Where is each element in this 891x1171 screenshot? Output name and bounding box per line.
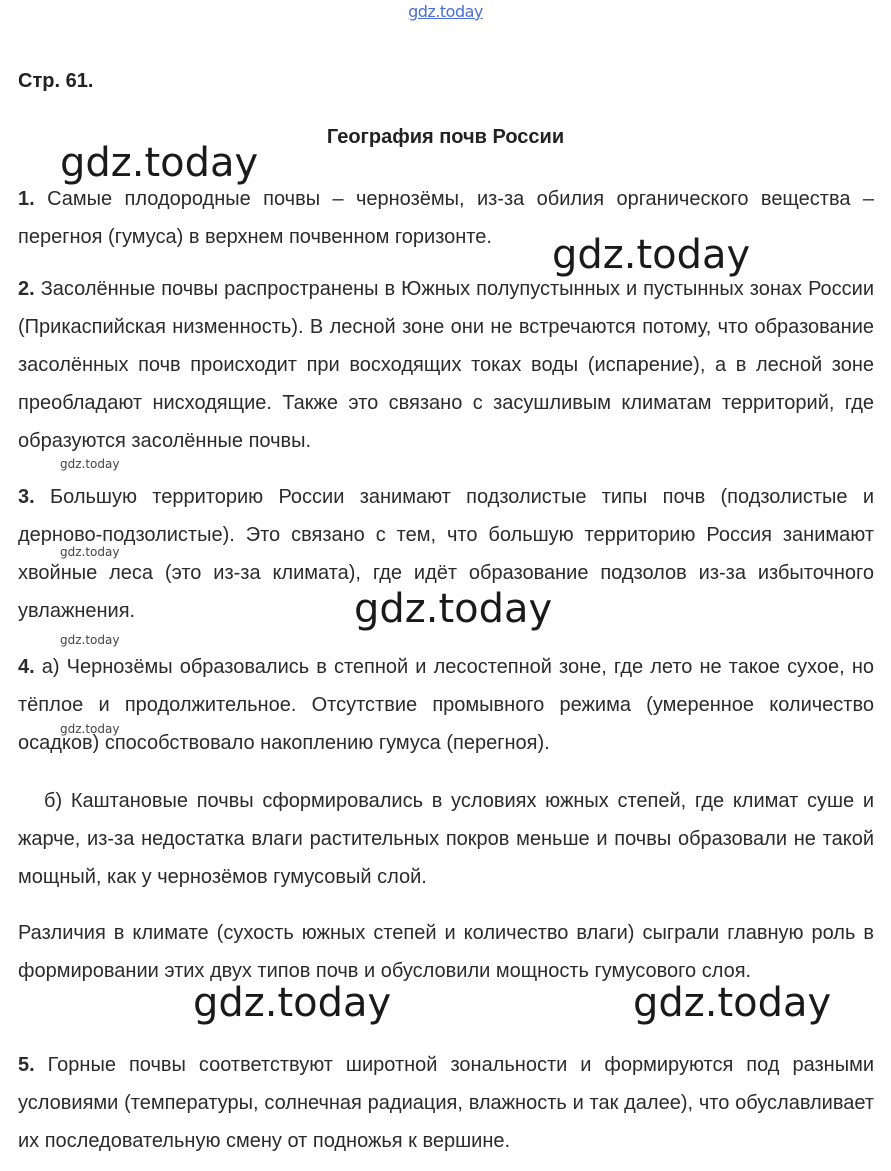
paragraph-number: 3. (18, 486, 35, 508)
watermark-small: gdz.today (60, 633, 120, 647)
watermark-large: gdz.today (354, 586, 553, 632)
paragraph-text: Самые плодородные почвы – чернозёмы, из-за обилия органического вещества – перегноя (гумуса) в верхнем почвенном горизонте. (18, 188, 874, 248)
paragraph-text: Горные почвы соответствуют широтной зональности и формируются под разными условиями (температуры, солнечная радиация, влажность и так далее), что обуславливает их последовательную смену от подножья к вершине. (18, 1054, 874, 1152)
paragraph-text: Различия в климате (сухость южных степей и количество влаги) сыграли главную роль в формировании этих двух типов почв и обусловили мощность гумусового слоя. (18, 922, 874, 982)
watermark-large: gdz.today (193, 980, 392, 1026)
paragraph-conclusion (18, 914, 874, 990)
paragraph-4a (18, 648, 874, 762)
watermark-large: gdz.today (60, 140, 259, 186)
paragraph-4b (18, 782, 874, 896)
document-title: География почв России (326, 126, 565, 148)
paragraph-text: Большую территорию России занимают подзолистые типы почв (подзолистые и дерново-подзолистые). Это связано с тем, что большую территорию Россия занимают хвойные леса (это из-за климата), где идёт образование подзолов из-за избыточного увлажнения. (18, 486, 874, 622)
paragraph-5 (18, 1046, 874, 1160)
watermark-small: gdz.today (60, 545, 120, 559)
page-number: Стр. 61. (18, 70, 94, 92)
watermark-top-link[interactable]: gdz.today (408, 2, 483, 21)
watermark-large: gdz.today (633, 980, 832, 1026)
paragraph-text: б) Каштановые почвы сформировались в условиях южных степей, где климат суше и жарче, из-за недостатка влаги растительных покров меньше и почвы образовали не такой мощный, как у чернозёмов гумусовый слой. (18, 790, 874, 888)
watermark-small: gdz.today (60, 457, 120, 471)
watermark-small: gdz.today (60, 722, 120, 736)
paragraph-text: Засолённые почвы распространены в Южных полупустынных и пустынных зонах России (Прикаспийская низменность). В лесной зоне они не встречаются потому, что образование засолённых почв происходит при восходящих токах воды (испарение), а в лесной зоне преобладают нисходящие. Также это связано с засушливым климатам территорий, где образуются засолённые почвы. (18, 278, 874, 452)
paragraph-number: 5. (18, 1054, 35, 1076)
paragraph-text: а) Чернозёмы образовались в степной и лесостепной зоне, где лето не такое сухое, но тёплое и продолжительное. Отсутствие промывного режима (умеренное количество осадков) способствовало накоплению гумуса (перегноя). (18, 656, 874, 754)
paragraph-number: 4. (18, 656, 35, 678)
paragraph-number: 1. (18, 188, 35, 210)
paragraph-number: 2. (18, 278, 35, 300)
paragraph-2 (18, 270, 874, 460)
watermark-large: gdz.today (552, 232, 751, 278)
